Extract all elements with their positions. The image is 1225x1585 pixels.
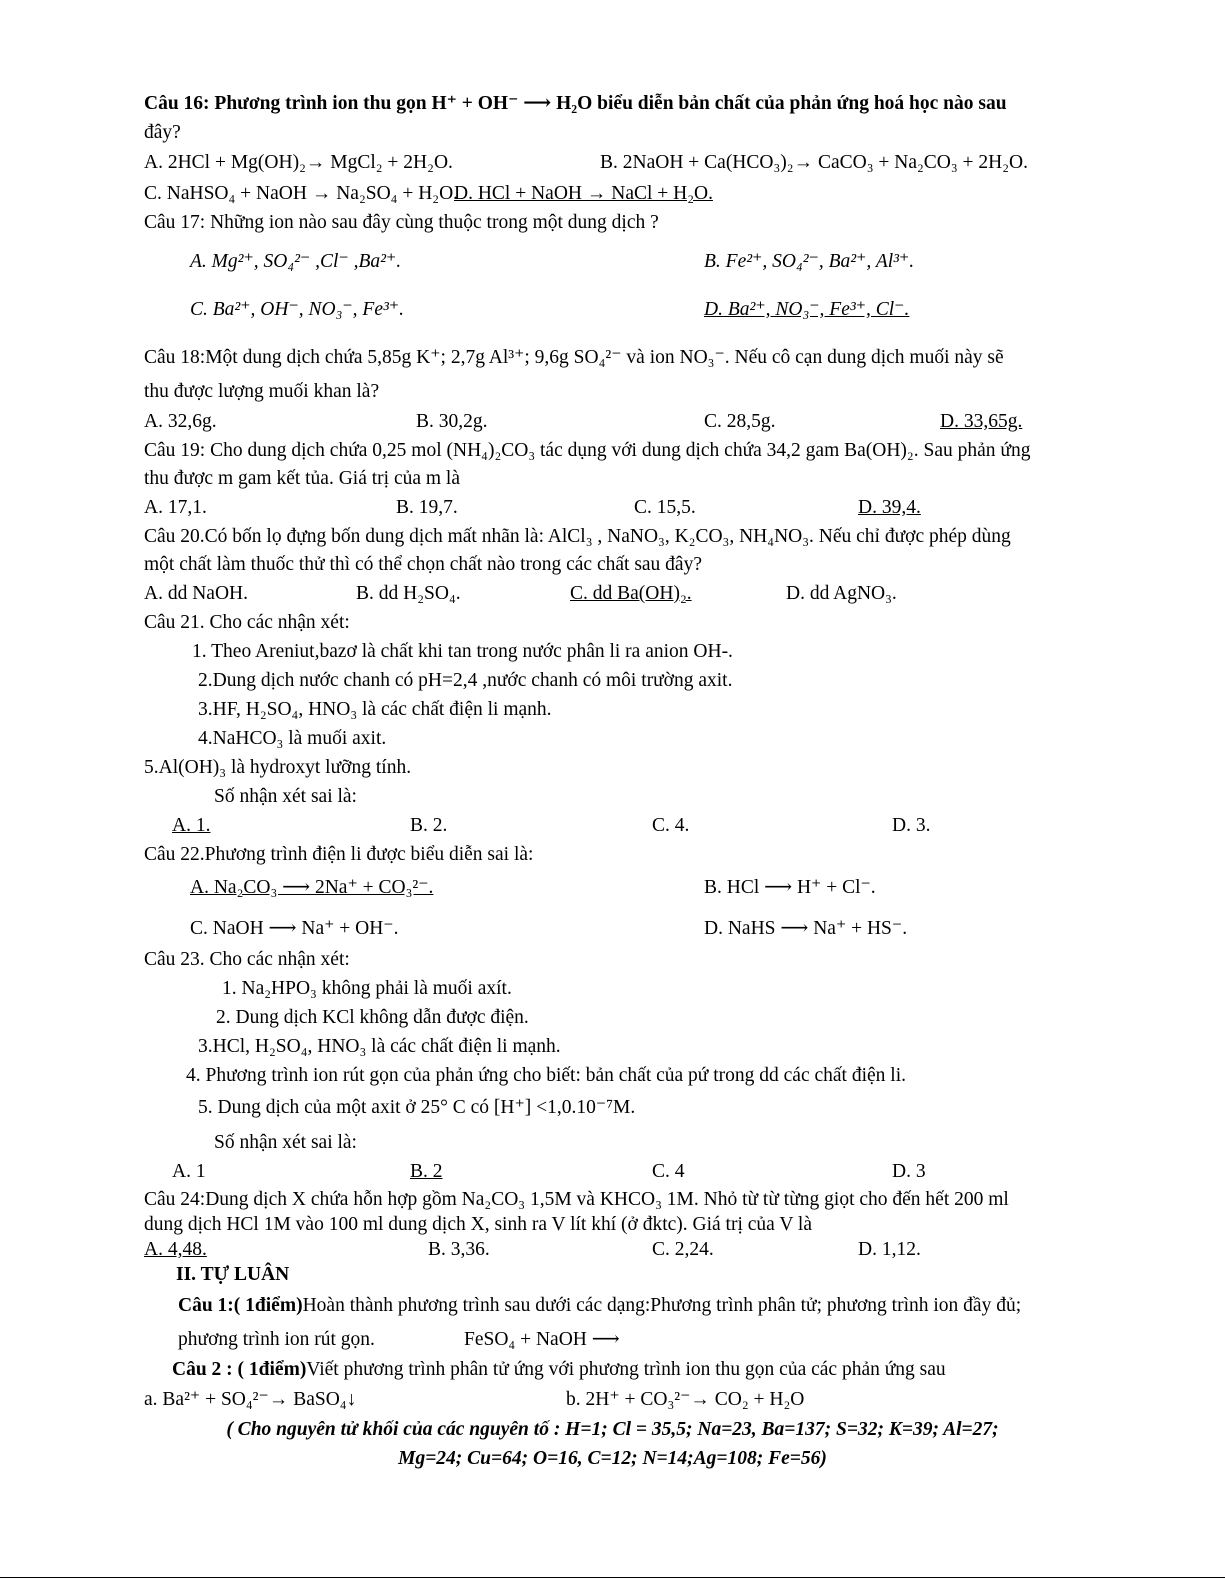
bottom-rule: [0, 1577, 1225, 1578]
q19-option-b: B. 19,7.: [396, 497, 458, 518]
q21-statement-3: 3.HF, H₂SO₄, HNO₃ là các chất điện li mạnh.: [198, 699, 552, 720]
q21-stem: Câu 21. Cho các nhận xét:: [144, 612, 350, 633]
q22-option-d: D. NaHS ⟶ Na⁺ + HS⁻.: [704, 918, 908, 939]
part2-q2-line: [172, 1358, 946, 1382]
q20-option-a: A. dd NaOH.: [144, 583, 248, 604]
part2-q2-label: Câu 2 : ( 1điểm): [172, 1359, 307, 1380]
q16-stem-text: Câu 16: Phương trình ion thu gọn H⁺ + OH⁻ ⟶ H₂O biểu diễn bản chất của phản ứng hoá học nào sau: [144, 93, 1007, 114]
q18-option-c: C. 28,5g.: [704, 411, 776, 432]
q23-statement-3: 3.HCl, H₂SO₄, HNO₃ là các chất điện li mạnh.: [198, 1036, 561, 1057]
q18-option-d: D. 33,65g.: [940, 411, 1023, 432]
part2-q2-text: Viết phương trình phân tử ứng với phương trình ion thu gọn của các phản ứng sau: [306, 1359, 946, 1380]
q24-option-b: B. 3,36.: [428, 1239, 490, 1260]
q21-statement-4: 4.NaHCO₃ là muối axit.: [198, 728, 387, 749]
part2-q2-eq-a: a. Ba²⁺ + SO₄²⁻→ BaSO₄↓: [144, 1389, 357, 1410]
q17-option-c: C. Ba²⁺, OH⁻, NO₃⁻, Fe³⁺.: [190, 299, 405, 320]
q19-option-a: A. 17,1.: [144, 497, 207, 518]
q19-option-d: D. 39,4.: [858, 497, 921, 518]
q16-option-a: A. 2HCl + Mg(OH)₂→ MgCl₂ + 2H₂O.: [144, 152, 453, 173]
q24-stem-line1: Câu 24:Dung dịch X chứa hỗn hợp gồm Na₂CO₃ 1,5M và KHCO₃ 1M. Nhỏ từ từ từng giọt cho đến hết 200 ml: [144, 1189, 1009, 1210]
part2-heading: II. TỰ LUÂN: [176, 1264, 290, 1285]
q20-option-b: B. dd H₂SO₄.: [356, 583, 461, 604]
q24-stem-line2: dung dịch HCl 1M vào 100 ml dung dịch X, sinh ra V lít khí (ở đktc). Giá trị của V là: [144, 1214, 813, 1235]
q17-option-d: D. Ba²⁺, NO₃⁻, Fe³⁺, Cl⁻.: [704, 299, 910, 320]
q23-question: Số nhận xét sai là:: [214, 1132, 357, 1153]
q23-statement-1: 1. Na₂HPO₃ không phải là muối axít.: [222, 978, 512, 999]
q17-stem: Câu 17: Những ion nào sau đây cùng thuộc trong một dung dịch ?: [144, 212, 659, 233]
q22-option-c: C. NaOH ⟶ Na⁺ + OH⁻.: [190, 918, 399, 939]
q23-statement-2: 2. Dung dịch KCl không dẫn được điện.: [216, 1007, 529, 1028]
q20-option-c: C. dd Ba(OH)₂.: [570, 583, 692, 604]
q19-stem-line2: thu được m gam kết tủa. Giá trị của m là: [144, 468, 460, 489]
q16-stem-line1: [144, 92, 1007, 116]
q17-option-a: A. Mg²⁺, SO₄²⁻ ,Cl⁻ ,Ba²⁺.: [190, 251, 402, 272]
q21-option-b: B. 2.: [410, 815, 448, 836]
q20-stem-line2: một chất làm thuốc thử thì có thể chọn chất nào trong các chất sau đây?: [144, 554, 702, 575]
q24-option-a: A. 4,48.: [144, 1239, 207, 1260]
q23-option-d: D. 3: [892, 1161, 926, 1182]
q16-stem-line2: đây?: [144, 122, 181, 143]
q21-statement-1: 1. Theo Areniut,bazơ là chất khi tan trong nước phân li ra anion OH-.: [192, 641, 733, 662]
q21-question: Số nhận xét sai là:: [214, 786, 357, 807]
q19-stem-line1: Câu 19: Cho dung dịch chứa 0,25 mol (NH₄)₂CO₃ tác dụng với dung dịch chứa 34,2 gam Ba(OH)₂. Sau phản ứng: [144, 440, 1031, 461]
q21-option-d: D. 3.: [892, 815, 931, 836]
q17-option-b: B. Fe²⁺, SO₄²⁻, Ba²⁺, Al³⁺.: [704, 251, 915, 272]
q24-option-c: C. 2,24.: [652, 1239, 714, 1260]
atomic-mass-note-line1: ( Cho nguyên tử khối của các nguyên tố : H=1; Cl = 35,5; Na=23, Ba=137; S=32; K=39; Al=27;: [226, 1419, 999, 1440]
part2-q1-line1: [178, 1294, 1021, 1318]
q18-option-b: B. 30,2g.: [416, 411, 488, 432]
part2-q1-label: Câu 1:( 1điểm): [178, 1295, 303, 1316]
q24-option-d: D. 1,12.: [858, 1239, 921, 1260]
q23-option-a: A. 1: [172, 1161, 206, 1182]
q20-option-d: D. dd AgNO₃.: [786, 583, 897, 604]
q18-option-a: A. 32,6g.: [144, 411, 217, 432]
part2-q2-eq-b: b. 2H⁺ + CO₃²⁻→ CO₂ + H₂O: [566, 1389, 805, 1410]
q16-option-b: B. 2NaOH + Ca(HCO₃)₂→ CaCO₃ + Na₂CO₃ + 2H₂O.: [600, 152, 1029, 173]
q22-option-b: B. HCl ⟶ H⁺ + Cl⁻.: [704, 877, 876, 898]
q23-statement-5: 5. Dung dịch của một axit ở 25° C có [H⁺] <1,0.10⁻⁷M.: [198, 1097, 636, 1118]
q20-stem-line1: Câu 20.Có bốn lọ đựng bốn dung dịch mất nhãn là: AlCl₃ , NaNO₃, K₂CO₃, NH₄NO₃. Nếu chỉ được phép dùng: [144, 526, 1011, 547]
q22-stem: Câu 22.Phương trình điện li được biểu diễn sai là:: [144, 844, 534, 865]
atomic-mass-note-line2: Mg=24; Cu=64; O=16, C=12; N=14;Ag=108; Fe=56): [398, 1448, 827, 1469]
q19-option-c: C. 15,5.: [634, 497, 696, 518]
q23-statement-4: 4. Phương trình ion rút gọn của phản ứng cho biết: bản chất của pứ trong dd các chất điện li.: [186, 1065, 907, 1086]
q23-option-c: C. 4: [652, 1161, 685, 1182]
q21-option-a: A. 1.: [172, 815, 211, 836]
q22-option-a: A. Na₂CO₃ ⟶ 2Na⁺ + CO₃²⁻.: [190, 877, 434, 898]
q21-statement-2: 2.Dung dịch nước chanh có pH=2,4 ,nước chanh có môi trường axit.: [198, 670, 733, 691]
q16-option-d: D. HCl + NaOH → NaCl + H₂O.: [454, 183, 713, 204]
q23-stem: Câu 23. Cho các nhận xét:: [144, 949, 350, 970]
q16-option-c: C. NaHSO₄ + NaOH → Na₂SO₄ + H₂O.: [144, 183, 459, 204]
part2-q1-equation: FeSO₄ + NaOH ⟶: [464, 1329, 620, 1350]
q18-stem-line1: Câu 18:Một dung dịch chứa 5,85g K⁺; 2,7g Al³⁺; 9,6g SO₄²⁻ và ion NO₃⁻. Nếu cô cạn dung dịch muối này sẽ: [144, 347, 1004, 368]
q21-option-c: C. 4.: [652, 815, 690, 836]
q23-option-b: B. 2: [410, 1161, 443, 1182]
part2-q1-line2: phương trình ion rút gọn.: [178, 1329, 375, 1350]
part2-q1-text: Hoàn thành phương trình sau dưới các dạng:Phương trình phân tử; phương trình ion đầy đủ;: [302, 1295, 1022, 1316]
q18-stem-line2: thu được lượng muối khan là?: [144, 381, 380, 402]
q21-statement-5: 5.Al(OH)₃ là hydroxyt lưỡng tính.: [144, 757, 412, 778]
